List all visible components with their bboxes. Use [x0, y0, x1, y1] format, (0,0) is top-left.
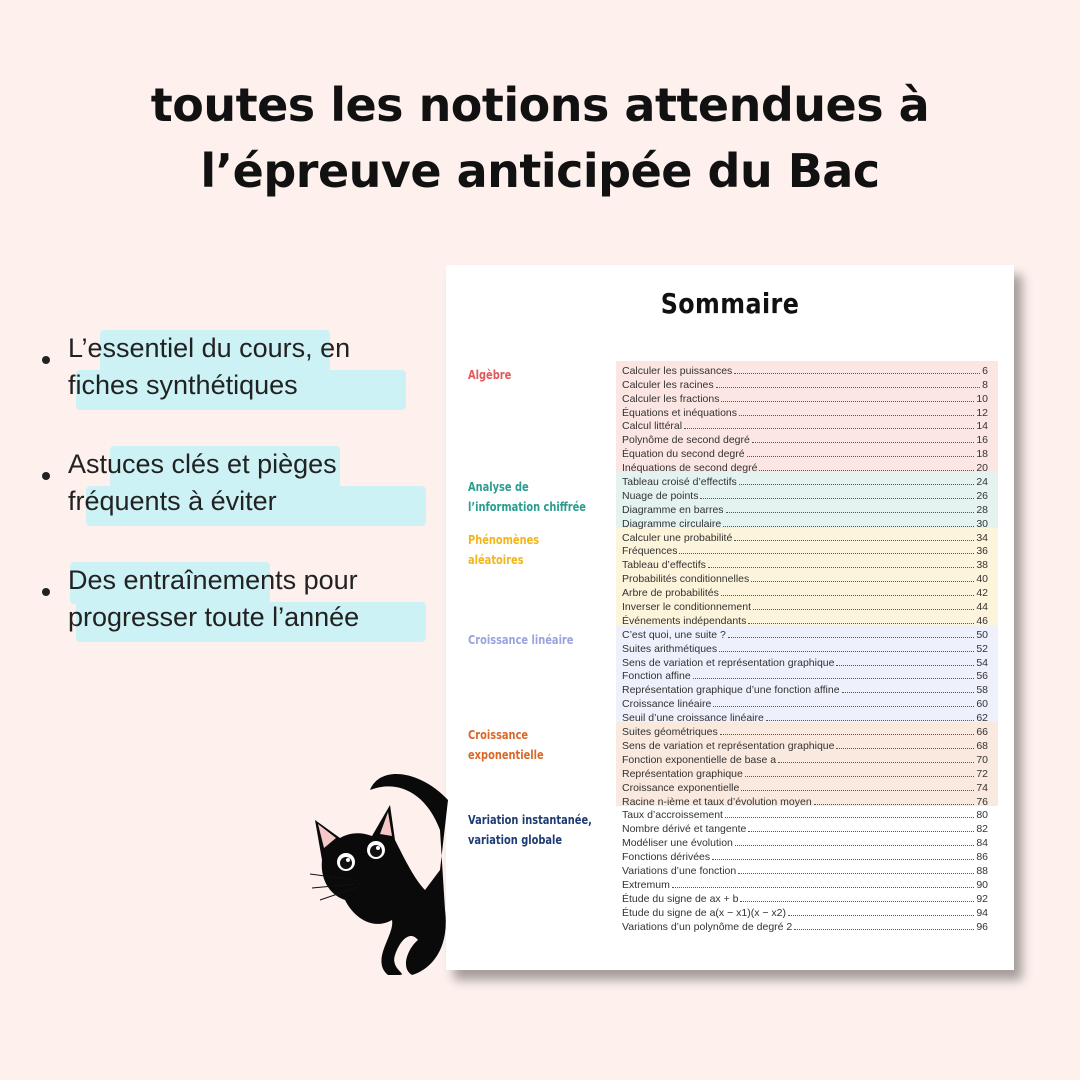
toc-entry — [622, 794, 988, 808]
toc-dot-leader — [842, 692, 975, 693]
toc-dot-leader — [748, 831, 974, 832]
toc-entry — [622, 502, 988, 516]
feature-item — [40, 562, 440, 636]
toc-entry-page: 14 — [976, 420, 988, 433]
toc-entry-page: 60 — [976, 698, 988, 711]
feature-item — [40, 446, 440, 520]
toc-dot-leader — [739, 484, 975, 485]
toc-entry-page: 76 — [976, 795, 988, 808]
toc-entry — [622, 599, 988, 613]
toc-entry-page: 58 — [976, 684, 988, 697]
toc-entry — [622, 738, 988, 752]
category-label — [468, 530, 539, 570]
toc-entry-page: 84 — [976, 837, 988, 850]
toc-entry-title: Fonction exponentielle de base a — [622, 753, 777, 766]
toc-entry-page: 70 — [976, 753, 988, 766]
table-of-contents — [622, 363, 988, 933]
toc-dot-leader — [721, 595, 974, 596]
toc-dot-leader — [716, 387, 981, 388]
category-label — [468, 365, 511, 385]
toc-dot-leader — [708, 567, 974, 568]
toc-entry — [622, 460, 988, 474]
toc-entry-page: 94 — [976, 906, 988, 919]
toc-dot-leader — [753, 609, 974, 610]
toc-entry-title: Probabilités conditionnelles — [622, 573, 750, 586]
toc-entry-page: 66 — [976, 726, 988, 739]
toc-dot-leader — [836, 748, 974, 749]
toc-entry-title: Fonction affine — [622, 670, 691, 683]
toc-entry-title: C’est quoi, une suite ? — [622, 628, 726, 641]
toc-entry — [622, 696, 988, 710]
toc-entry-title: Taux d’accroissement — [622, 809, 723, 822]
toc-entry-page: 26 — [976, 489, 988, 502]
toc-entry-page: 30 — [976, 517, 988, 530]
toc-entry — [622, 516, 988, 530]
toc-dot-leader — [713, 706, 974, 707]
toc-entry-page: 24 — [976, 476, 988, 489]
toc-dot-leader — [734, 373, 980, 374]
toc-entry-title: Calculer les fractions — [622, 392, 720, 405]
category-label — [468, 630, 573, 650]
toc-entry-title: Sens de variation et représentation graphique — [622, 656, 835, 669]
toc-entry-title: Étude du signe de a(x − x1)(x − x2) — [622, 906, 787, 919]
toc-dot-leader — [712, 859, 974, 860]
toc-entry-title: Calculer les racines — [622, 378, 714, 391]
toc-dot-leader — [741, 790, 974, 791]
toc-entry-page: 50 — [976, 628, 988, 641]
toc-entry-page: 74 — [976, 781, 988, 794]
toc-entry-page: 10 — [976, 392, 988, 405]
feature-line-2: fréquents à éviter — [68, 486, 277, 516]
toc-entry-title: Suites arithmétiques — [622, 642, 718, 655]
toc-dot-leader — [745, 776, 974, 777]
toc-dot-leader — [684, 428, 974, 429]
toc-entry — [622, 557, 988, 571]
toc-entry-page: 36 — [976, 545, 988, 558]
toc-entry — [622, 641, 988, 655]
toc-entry — [622, 849, 988, 863]
toc-dot-leader — [693, 678, 975, 679]
category-label-line-1: Phénomènes — [468, 533, 540, 547]
toc-dot-leader — [766, 720, 974, 721]
toc-dot-leader — [740, 901, 974, 902]
toc-entry-page: 88 — [976, 864, 988, 877]
toc-entry — [622, 655, 988, 669]
category-label — [468, 725, 544, 765]
toc-entry-title: Tableau d’effectifs — [622, 559, 706, 572]
toc-entry-page: 82 — [976, 823, 988, 836]
toc-entry-title: Variations d’un polynôme de degré 2 — [622, 920, 793, 933]
toc-entry-page: 92 — [976, 892, 988, 905]
toc-entry-page: 28 — [976, 503, 988, 516]
toc-entry — [622, 405, 988, 419]
toc-entry — [622, 613, 988, 627]
toc-dot-leader — [738, 873, 974, 874]
toc-entry — [622, 724, 988, 738]
toc-entry — [622, 752, 988, 766]
toc-entry-page: 16 — [976, 434, 988, 447]
toc-dot-leader — [739, 415, 974, 416]
toc-dot-leader — [725, 817, 974, 818]
bullet-dot-icon — [42, 356, 50, 364]
toc-dot-leader — [788, 915, 974, 916]
headline-line-2: l’épreuve anticipée du Bac — [200, 144, 880, 198]
summary-page — [446, 265, 1014, 970]
toc-entry-page: 6 — [982, 364, 988, 377]
toc-entry-page: 54 — [976, 656, 988, 669]
toc-entry-page: 86 — [976, 851, 988, 864]
page-title: Sommaire — [660, 287, 800, 320]
toc-entry-title: Équation du second degré — [622, 448, 745, 461]
toc-dot-leader — [794, 929, 974, 930]
toc-entry-page: 18 — [976, 448, 988, 461]
category-label — [468, 477, 586, 517]
toc-dot-leader — [719, 651, 974, 652]
toc-dot-leader — [700, 498, 974, 499]
toc-entry-page: 72 — [976, 767, 988, 780]
toc-entry-page: 44 — [976, 601, 988, 614]
category-label-line-2: variation globale — [468, 833, 563, 847]
toc-dot-leader — [672, 887, 974, 888]
category-label-line-2: l’information chiffrée — [468, 500, 586, 514]
category-label-line-1: Croissance linéaire — [468, 633, 574, 647]
toc-entry-title: Étude du signe de ax + b — [622, 892, 739, 905]
headline-line-1: toutes les notions attendues à — [150, 78, 930, 132]
toc-entry — [622, 432, 988, 446]
toc-entry — [622, 905, 988, 919]
toc-entry-page: 20 — [976, 462, 988, 475]
toc-entry — [622, 863, 988, 877]
category-label-line-2: exponentielle — [468, 748, 544, 762]
toc-entry — [622, 377, 988, 391]
category-label-line-2: aléatoires — [468, 553, 524, 567]
toc-dot-leader — [778, 762, 974, 763]
toc-entry-page: 40 — [976, 573, 988, 586]
toc-entry — [622, 835, 988, 849]
toc-entry-page: 80 — [976, 809, 988, 822]
toc-entry-title: Extremum — [622, 878, 670, 891]
toc-entry — [622, 530, 988, 544]
toc-dot-leader — [734, 540, 974, 541]
toc-entry-page: 90 — [976, 878, 988, 891]
toc-entry-title: Fréquences — [622, 545, 678, 558]
toc-entry-title: Événements indépendants — [622, 614, 747, 627]
toc-entry-title: Arbre de probabilités — [622, 587, 719, 600]
toc-dot-leader — [726, 512, 975, 513]
toc-dot-leader — [721, 401, 974, 402]
feature-line-1: Des entraînements pour — [68, 565, 358, 595]
toc-dot-leader — [735, 845, 974, 846]
toc-entry-title: Variations d’une fonction — [622, 864, 737, 877]
toc-entry — [622, 669, 988, 683]
toc-entry-title: Tableau croisé d’effectifs — [622, 476, 737, 489]
toc-dot-leader — [751, 581, 974, 582]
toc-entry-page: 68 — [976, 739, 988, 752]
toc-entry-title: Polynôme de second degré — [622, 434, 750, 447]
toc-entry — [622, 446, 988, 460]
toc-entry-title: Calculer les puissances — [622, 364, 733, 377]
toc-dot-leader — [759, 470, 974, 471]
category-label-line-1: Algèbre — [468, 368, 512, 382]
black-cat-illustration — [300, 770, 450, 980]
toc-dot-leader — [752, 442, 974, 443]
toc-dot-leader — [679, 553, 974, 554]
bullet-dot-icon — [42, 588, 50, 596]
toc-entry-title: Diagramme en barres — [622, 503, 724, 516]
toc-entry — [622, 363, 988, 377]
toc-dot-leader — [728, 637, 974, 638]
toc-entry — [622, 891, 988, 905]
toc-entry — [622, 419, 988, 433]
toc-entry — [622, 474, 988, 488]
toc-entry-page: 62 — [976, 712, 988, 725]
toc-entry — [622, 488, 988, 502]
toc-entry-title: Nuage de points — [622, 489, 699, 502]
toc-entry — [622, 780, 988, 794]
toc-entry-title: Représentation graphique d’une fonction affine — [622, 684, 840, 697]
category-label-line-1: Croissance — [468, 728, 529, 742]
toc-entry — [622, 919, 988, 933]
toc-entry — [622, 391, 988, 405]
toc-entry-title: Modéliser une évolution — [622, 837, 733, 850]
feature-line-2: fiches synthétiques — [68, 370, 298, 400]
toc-dot-leader — [720, 734, 975, 735]
toc-entry-title: Croissance exponentielle — [622, 781, 740, 794]
feature-line-2: progresser toute l’année — [68, 602, 360, 632]
toc-entry-title: Croissance linéaire — [622, 698, 712, 711]
toc-entry — [622, 877, 988, 891]
toc-entry — [622, 627, 988, 641]
toc-entry-title: Sens de variation et représentation graphique — [622, 739, 835, 752]
toc-entry-title: Diagramme circulaire — [622, 517, 722, 530]
toc-dot-leader — [748, 623, 974, 624]
toc-entry — [622, 808, 988, 822]
toc-entry-title: Seuil d’une croissance linéaire — [622, 712, 764, 725]
feature-list — [40, 330, 440, 678]
feature-item — [40, 330, 440, 404]
toc-entry-page: 42 — [976, 587, 988, 600]
toc-dot-leader — [814, 804, 975, 805]
toc-entry-title: Suites géométriques — [622, 726, 718, 739]
toc-entry-page: 96 — [976, 920, 988, 933]
toc-entry-title: Racine n-ième et taux d’évolution moyen — [622, 795, 812, 808]
toc-dot-leader — [836, 665, 974, 666]
toc-entry-page: 12 — [976, 406, 988, 419]
feature-line-1: L’essentiel du cours, en — [68, 333, 351, 363]
toc-entry-title: Représentation graphique — [622, 767, 743, 780]
toc-entry — [622, 682, 988, 696]
toc-entry-title: Inéquations de second degré — [622, 462, 758, 475]
toc-entry-title: Calcul littéral — [622, 420, 683, 433]
toc-dot-leader — [723, 526, 974, 527]
toc-entry — [622, 544, 988, 558]
toc-entry-title: Équations et inéquations — [622, 406, 738, 419]
toc-entry-page: 8 — [982, 378, 988, 391]
toc-entry-page: 46 — [976, 614, 988, 627]
toc-entry — [622, 766, 988, 780]
toc-entry — [622, 821, 988, 835]
toc-entry-title: Calculer une probabilité — [622, 531, 733, 544]
headline — [0, 72, 1080, 204]
toc-dot-leader — [747, 456, 975, 457]
category-label-line-1: Variation instantanée, — [468, 813, 592, 827]
toc-entry — [622, 585, 988, 599]
toc-entry-title: Fonctions dérivées — [622, 851, 711, 864]
category-label — [468, 810, 592, 850]
bullet-dot-icon — [42, 472, 50, 480]
toc-entry-page: 34 — [976, 531, 988, 544]
toc-entry-title: Nombre dérivé et tangente — [622, 823, 747, 836]
toc-entry-page: 56 — [976, 670, 988, 683]
toc-entry-page: 52 — [976, 642, 988, 655]
toc-entry-page: 38 — [976, 559, 988, 572]
feature-line-1: Astuces clés et pièges — [68, 449, 337, 479]
category-label-line-1: Analyse de — [468, 480, 529, 494]
toc-entry — [622, 710, 988, 724]
toc-entry-title: Inverser le conditionnement — [622, 601, 751, 614]
toc-entry — [622, 571, 988, 585]
